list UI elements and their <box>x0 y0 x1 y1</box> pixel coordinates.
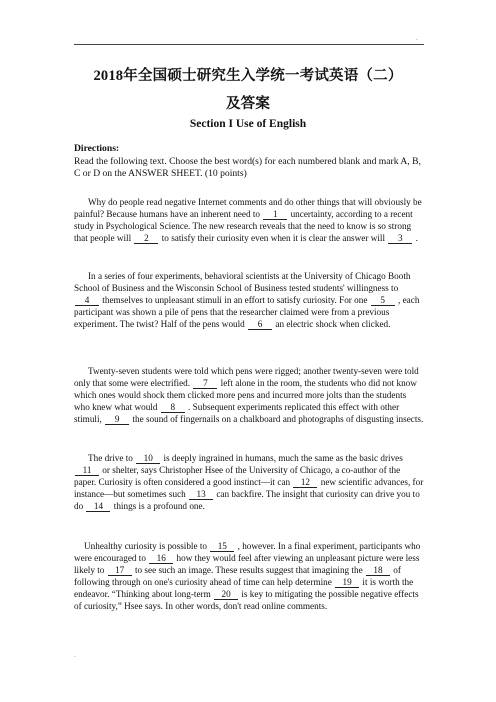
section-title: Section I Use of English <box>189 118 307 130</box>
header-mark: . <box>416 34 418 42</box>
blank-5: 5 <box>371 295 395 306</box>
blank-14: 14 <box>86 501 110 512</box>
blank-9: 9 <box>105 414 129 425</box>
blank-13: 13 <box>189 489 213 500</box>
blank-10: 10 <box>136 453 160 464</box>
blank-8: 8 <box>161 402 185 413</box>
blank-15: 15 <box>210 541 234 552</box>
blank-1: 1 <box>263 209 287 220</box>
passage-paragraph: In a series of four experiments, behavioral scientists at the University of Chicago Booth School of Business and the Wisconsin School of Business tested students' willingness to 4 themselves to unpleasant stimuli in an effort to satisfy curiosity. For one 5 , each participant was shown a pile of pens that the researcher claimed were from a previous experiment. The twist? Half of the pens would 6 an electric shock when clicked. <box>74 271 420 330</box>
footer-mark: . <box>74 651 76 659</box>
blank-6: 6 <box>248 319 272 330</box>
passage-paragraph: The drive to 10 is deeply ingrained in humans, much the same as the basic drives 11 or shelter, says Christopher Hsee of the University of Chicago, a co-author of the paper. Curiosity is often considered a good instinct—it can 12 new scientific advances, for instance—but sometimes such 13 can backfire. The insight that curiosity can drive you to do 14 things is a profound one. <box>74 453 424 512</box>
blank-2: 2 <box>134 233 158 244</box>
document-subtitle: 及答案 <box>225 96 271 112</box>
directions-text: Read the following text. Choose the best word(s) for each numbered blank and mark A, B, C or D on the ANSWER SHEET. (10 points) <box>74 156 421 180</box>
blank-3: 3 <box>388 233 412 244</box>
blank-7: 7 <box>193 378 217 389</box>
header-rule <box>74 44 424 45</box>
blank-16: 16 <box>149 553 173 564</box>
passage-paragraph: Unhealthy curiosity is possible to 15 , however. In a final experiment, participants who were encouraged to 16 how they would feel after viewing an unpleasant picture were less likely to 17 to see such an image. These results suggest that imagining the 18 of following through on one's curiosity ahead of time can help determine 19 it is worth the endeavor. “Thinking about long-term 20 is key to mitigating the possible negative effects of curiosity,” Hsee says. In other words, don't read online comments. <box>74 541 421 612</box>
blank-18: 18 <box>366 565 390 576</box>
passage-paragraph: Twenty-seven students were told which pens were rigged; another twenty-seven were told only that some were electrified. 7 left alone in the room, the students who did not know which ones would shock them clicked more pens and incurred more jolts than the students who knew what would 8 . Subsequent experiments replicated this effect with other stimuli, 9 the sound of fingernails on a chalkboard and photographs of disgusting insects. <box>74 366 424 425</box>
blank-4: 4 <box>75 295 99 306</box>
blank-19: 19 <box>335 577 359 588</box>
blank-20: 20 <box>214 589 238 600</box>
passage-paragraph: Why do people read negative Internet comments and do other things that will obviously be painful? Because humans have an inherent need to 1 uncertainty, according to a recent study in Psychological Science. The new research reveals that the need to know is so strong that people will 2 to satisfy their curiosity even when it is clear the answer will 3 . <box>74 197 422 244</box>
blank-17: 17 <box>108 565 132 576</box>
blank-12: 12 <box>293 477 317 488</box>
blank-11: 11 <box>75 465 99 476</box>
document-title: 2018年全国硕士研究生入学统一考试英语（二） <box>93 68 403 84</box>
directions-heading: Directions: <box>74 143 120 154</box>
